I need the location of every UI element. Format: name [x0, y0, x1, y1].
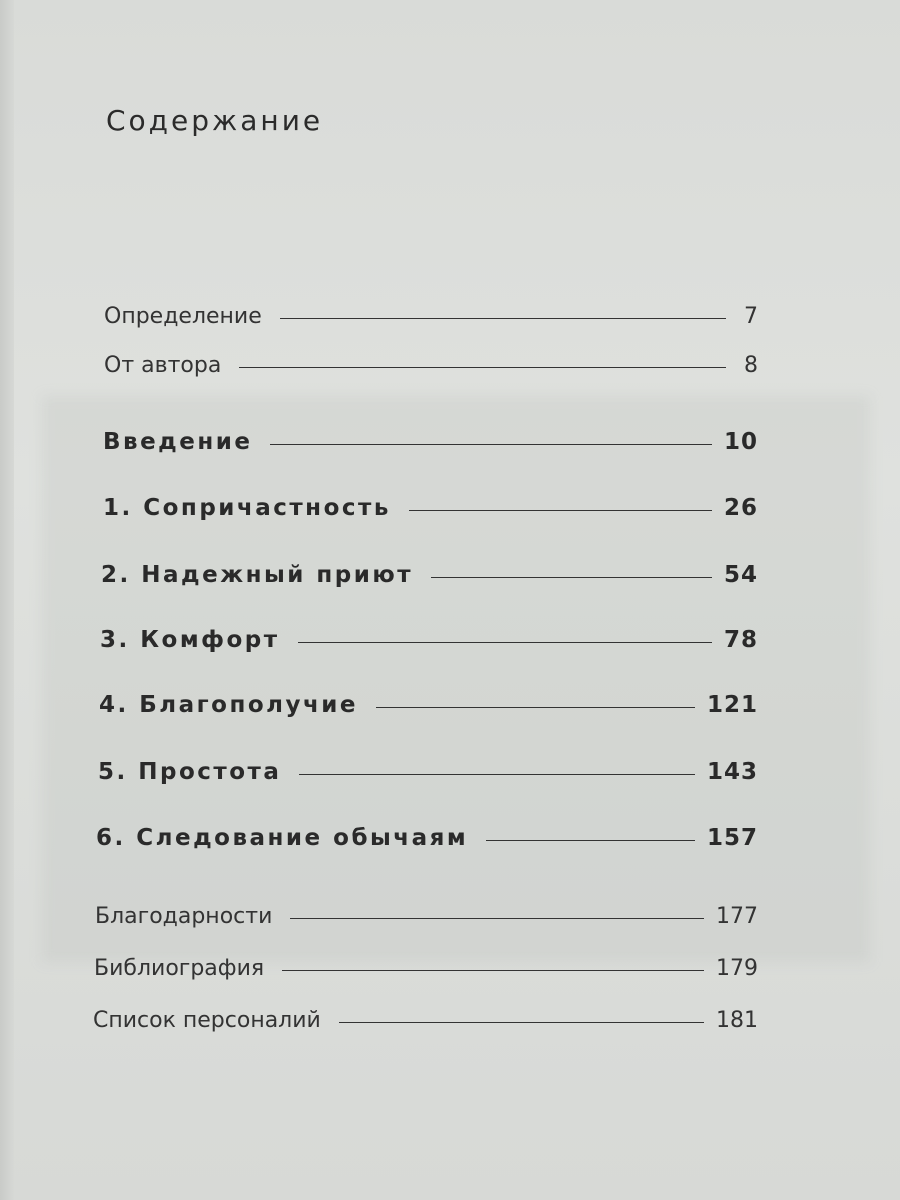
toc-entry-label: 1. Сопричастность — [103, 495, 391, 521]
toc-page-number: 181 — [716, 1008, 758, 1033]
page-title: Содержание — [106, 104, 324, 137]
toc-entry-label: Определение — [104, 304, 262, 329]
toc-page-number: 177 — [716, 904, 758, 929]
toc-leader-line — [376, 707, 695, 708]
toc-page-number: 10 — [723, 429, 758, 455]
toc-entry-bibliography — [94, 956, 758, 981]
toc-entry-label: 5. Простота — [98, 759, 282, 785]
toc-page-number: 157 — [706, 825, 758, 851]
toc-entry-label: 3. Комфорт — [100, 627, 280, 653]
page-gutter — [0, 0, 14, 1200]
toc-leader-line — [270, 444, 712, 445]
toc-entry-chapter-4 — [99, 692, 758, 718]
page-shadow — [42, 396, 870, 962]
toc-entry-chapter-2 — [101, 562, 758, 588]
toc-entry-label: 4. Благополучие — [99, 692, 358, 718]
toc-entry-chapter-5 — [98, 759, 758, 785]
toc-leader-line — [290, 918, 704, 919]
toc-leader-line — [282, 970, 704, 971]
toc-entry-label: От автора — [104, 353, 222, 378]
toc-leader-line — [431, 577, 712, 578]
toc-entry-from-author — [104, 353, 758, 378]
toc-entry-label: Список персоналий — [93, 1008, 321, 1033]
toc-page-number: 54 — [723, 562, 758, 588]
toc-entry-chapter-3 — [100, 627, 758, 653]
toc-entry-label: Благодарности — [95, 904, 273, 929]
toc-entry-chapter-6 — [96, 825, 758, 851]
toc-entry-introduction — [103, 429, 758, 455]
toc-leader-line — [299, 774, 695, 775]
toc-entry-acknowledgements — [95, 904, 758, 929]
toc-page-number: 26 — [723, 495, 758, 521]
toc-page-number: 143 — [706, 759, 758, 785]
toc-entry-persons-list — [93, 1008, 758, 1033]
toc-entry-label: 2. Надежный приют — [101, 562, 414, 588]
toc-entry-label: Библиография — [94, 956, 265, 981]
toc-page-number: 7 — [744, 304, 758, 329]
toc-entry-chapter-1 — [103, 495, 758, 521]
toc-entry-label: 6. Следование обычаям — [96, 825, 469, 851]
toc-leader-line — [239, 367, 726, 368]
toc-page-number: 78 — [723, 627, 758, 653]
toc-page-number: 179 — [716, 956, 758, 981]
toc-leader-line — [298, 642, 712, 643]
toc-leader-line — [409, 510, 712, 511]
toc-leader-line — [339, 1022, 704, 1023]
toc-page-number: 8 — [744, 353, 758, 378]
toc-leader-line — [280, 318, 726, 319]
toc-entry-label: Введение — [103, 429, 253, 455]
toc-leader-line — [486, 840, 695, 841]
toc-page-number: 121 — [706, 692, 758, 718]
toc-entry-definition — [104, 304, 758, 329]
